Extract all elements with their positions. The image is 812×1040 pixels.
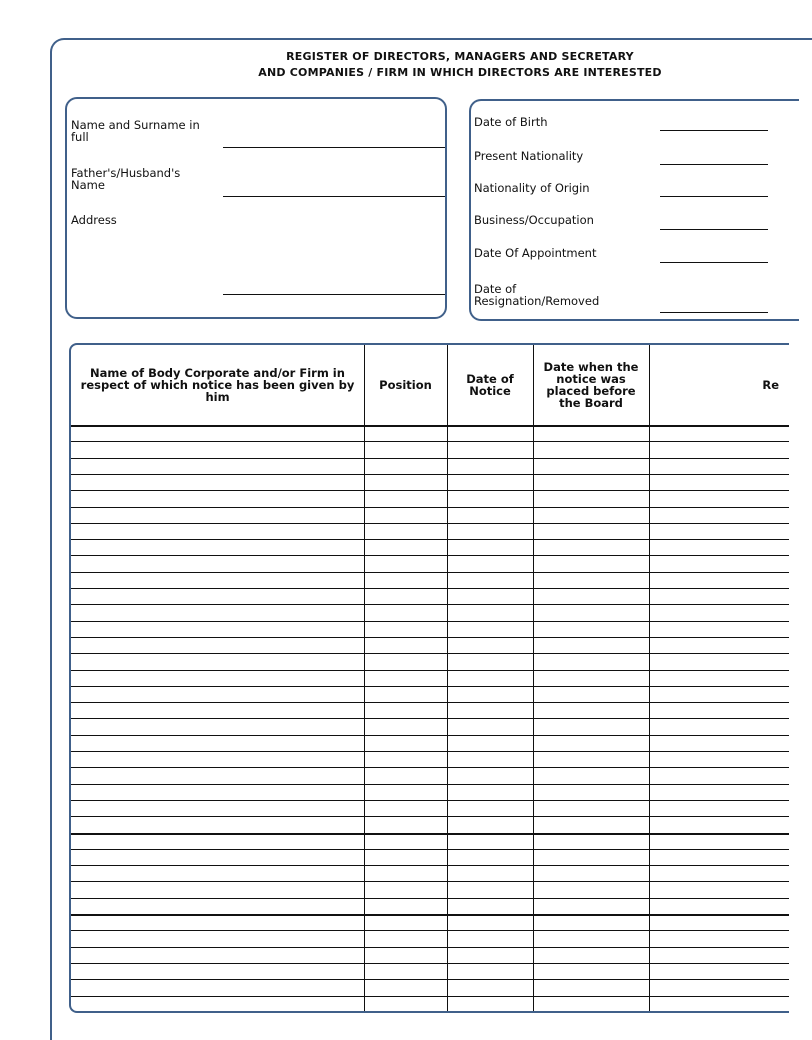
table-row-rule [71, 523, 789, 524]
table-row-rule [71, 555, 789, 556]
table-row-rule [71, 996, 789, 997]
occupation-label: Business/Occupation [474, 213, 594, 227]
table-row-rule [71, 816, 789, 817]
table-row-rule [71, 490, 789, 491]
origin-nationality-field[interactable] [660, 196, 768, 197]
table-row-rule [71, 604, 789, 605]
father-name-label: Father's/Husband's Name [71, 166, 181, 192]
present-nationality-field[interactable] [660, 164, 768, 165]
table-row-rule [71, 637, 789, 638]
table-row-rule [71, 425, 789, 427]
interests-table [69, 343, 789, 1013]
dob-field[interactable] [660, 130, 768, 131]
address-label: Address [71, 213, 117, 227]
resignation-field[interactable] [660, 312, 768, 313]
table-row-rule [71, 588, 789, 589]
table-row-rule [71, 441, 789, 442]
table-row-rule [71, 474, 789, 475]
table-row-rule [71, 947, 789, 948]
col-divider [447, 345, 448, 1011]
table-row-rule [71, 572, 789, 573]
table-row-rule [71, 800, 789, 801]
table-row-rule [71, 539, 789, 540]
col-divider [533, 345, 534, 1011]
resignation-label: Date of Resignation/Removed [474, 282, 600, 308]
table-row-rule [71, 718, 789, 719]
present-nationality-label: Present Nationality [474, 149, 584, 163]
table-row-rule [71, 979, 789, 980]
table-row-rule [71, 898, 789, 899]
table-row-rule [71, 507, 789, 508]
col-header-remarks: Re [762, 378, 779, 392]
address-field[interactable] [223, 294, 445, 295]
col-header-date-placed: Date when the notice was placed before the Board [543, 360, 639, 410]
col-divider [364, 345, 365, 1011]
table-row-rule [71, 458, 789, 459]
col-header-date-of-notice: Date of Notice [466, 372, 514, 398]
col-header-position: Position [379, 378, 432, 392]
table-row-rule [71, 751, 789, 752]
table-row-rule [71, 767, 789, 768]
table-row-rule [71, 833, 789, 835]
name-label: Name and Surname in full [71, 118, 200, 144]
table-row-rule [71, 784, 789, 785]
table-row-rule [71, 621, 789, 622]
form-title-line2: AND COMPANIES / FIRM IN WHICH DIRECTORS ARE INTERESTED [258, 66, 662, 79]
table-row-rule [71, 865, 789, 866]
table-row-rule [71, 930, 789, 931]
occupation-field[interactable] [660, 229, 768, 230]
table-row-rule [71, 849, 789, 850]
father-name-field[interactable] [223, 196, 445, 197]
table-row-rule [71, 702, 789, 703]
form-title-line1: REGISTER OF DIRECTORS, MANAGERS AND SECRETARY [286, 50, 634, 63]
col-header-body-corporate: Name of Body Corporate and/or Firm in respect of which notice has been given by him [80, 366, 355, 404]
col-divider [649, 345, 650, 1011]
table-row-rule [71, 914, 789, 916]
table-row-rule [71, 686, 789, 687]
table-row-rule [71, 735, 789, 736]
origin-nationality-label: Nationality of Origin [474, 181, 590, 195]
table-row-rule [71, 653, 789, 654]
appointment-label: Date Of Appointment [474, 246, 597, 260]
table-row-rule [71, 881, 789, 882]
name-field[interactable] [223, 147, 445, 148]
table-row-rule [71, 963, 789, 964]
dob-label: Date of Birth [474, 115, 548, 129]
table-row-rule [71, 670, 789, 671]
appointment-field[interactable] [660, 262, 768, 263]
